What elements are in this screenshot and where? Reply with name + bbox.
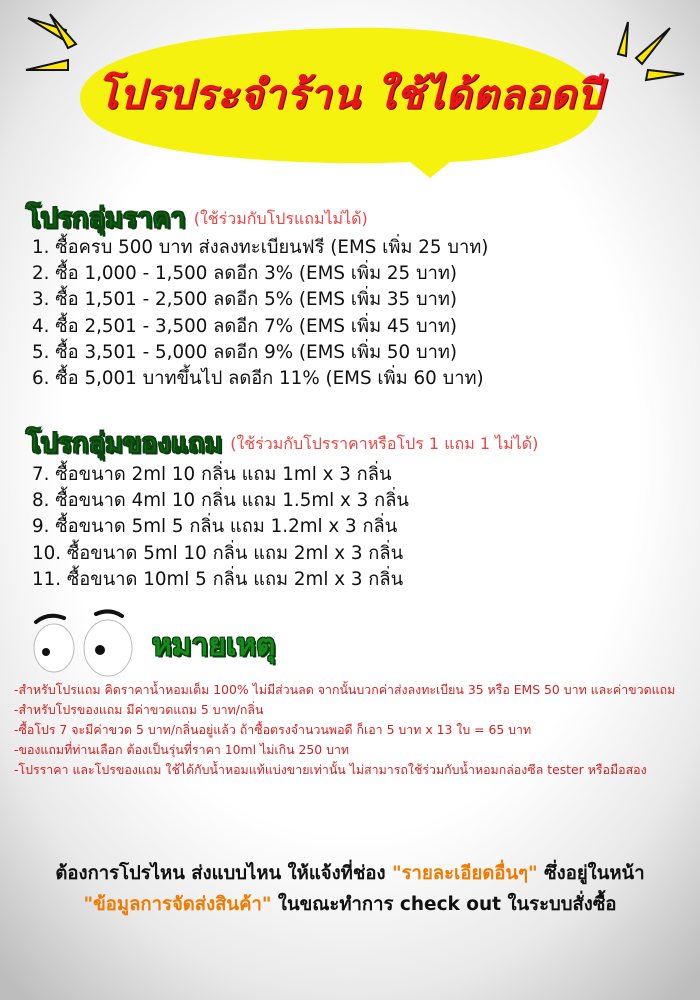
remark-item: -ซื้อโปร 7 จะมีค่าขวด 5 บาท/กลิ่นอยู่แล้ว ถ้าซื้อตรงจำนวนพอดี ก็เอา 5 บาท x 13 ใบ = 65 บาท bbox=[14, 722, 532, 737]
remark-item: -สำหรับโปรแถม คิดราคาน้ำหอมเต็ม 100% ไม่มีส่วนลด จากนั้นบวกค่าส่งลงทะเบียน 35 หรือ EMS 50 บาท และค่าขวดแถม bbox=[14, 682, 676, 697]
list-item: 3. ซื้อ 1,501 - 2,500 ลดอีก 5% (EMS เพิ่ม 35 บาท) bbox=[32, 289, 458, 311]
footer-line-2-end: ในขณะทำการ check out ในระบบสั่งซื้อ bbox=[271, 894, 617, 915]
gift-heading-note: (ใช้ร่วมกับโปรราคาหรือโปร 1 แถม 1 ไม่ได้) bbox=[230, 434, 539, 453]
footer-line-2 bbox=[20, 889, 680, 920]
remark-item: -สำหรับโปรของแถม มีค่าขวดแถม 5 บาท/กลิ่น bbox=[14, 702, 264, 717]
list-item: 8. ซื้อขนาด 4ml 10 กลิ่น แถม 1.5ml x 3 กลิ่น bbox=[32, 490, 409, 512]
gift-promo-list bbox=[32, 462, 409, 593]
list-item: 5. ซื้อ 3,501 - 5,000 ลดอีก 9% (EMS เพิ่ม 50 บาท) bbox=[32, 341, 458, 363]
cartoon-eyes-icon bbox=[30, 608, 140, 678]
list-item: 7. ซื้อขนาด 2ml 10 กลิ่น แถม 1ml x 3 กลิ่น bbox=[32, 464, 392, 485]
remarks-heading: หมายเหตุ bbox=[152, 628, 276, 663]
list-item: 4. ซื้อ 2,501 - 3,500 ลดอีก 7% (EMS เพิ่ม 45 บาท) bbox=[32, 315, 458, 337]
price-heading-text: โปรกลุ่มราคา bbox=[26, 203, 186, 234]
footer-highlight-2: "ข้อมูลการจัดส่งสินค้า" bbox=[83, 894, 272, 915]
poster-title: โปรประจำร้าน ใช้ได้ตลอดปี bbox=[96, 71, 604, 118]
list-item: 2. ซื้อ 1,000 - 1,500 ลดอีก 3% (EMS เพิ่ม 25 บาท) bbox=[32, 263, 458, 285]
list-item: 10. ซื้อขนาด 5ml 10 กลิ่น แถม 2ml x 3 กลิ่น bbox=[32, 542, 404, 564]
remark-item: -ของแถมที่ท่านเลือก ต้องเป็นรุ่นที่ราคา 10ml ไม่เกิน 250 บาท bbox=[14, 742, 350, 757]
price-section-heading bbox=[26, 196, 368, 239]
footer-line-1-start: ต้องการโปรไหน ส่งแบบไหน ให้แจ้งที่ช่อง bbox=[55, 863, 392, 884]
gift-section-heading bbox=[26, 421, 538, 464]
footer-line-1-end: ซึ่งอยู่ในหน้า bbox=[537, 863, 645, 884]
list-item: 1. ซื้อครบ 500 บาท ส่งลงทะเบียนฟรี (EMS เพิ่ม 25 บาท) bbox=[32, 237, 489, 258]
footer-instructions bbox=[20, 858, 680, 920]
footer-highlight-1: "รายละเอียดอื่นๆ" bbox=[391, 863, 538, 884]
footer-line-1 bbox=[20, 858, 680, 889]
list-item: 11. ซื้อขนาด 10ml 5 กลิ่น แถม 2ml x 3 กลิ่น bbox=[32, 568, 404, 590]
remarks-list bbox=[14, 680, 686, 780]
price-promo-list bbox=[32, 235, 488, 392]
remark-item: -โปรราคา และโปรของแถม ใช้ได้กับน้ำหอมแท้แบ่งขายเท่านั้น ไม่สามารถใช้ร่วมกับน้ำหอมกล่องซีล tester หรือมือสอง bbox=[14, 762, 647, 777]
gift-heading-text: โปรกลุ่มของแถม bbox=[26, 428, 223, 459]
list-item: 6. ซื้อ 5,001 บาทขึ้นไป ลดอีก 11% (EMS เพิ่ม 60 บาท) bbox=[32, 367, 484, 389]
list-item: 9. ซื้อขนาด 5ml 5 กลิ่น แถม 1.2ml x 3 กลิ่น bbox=[32, 516, 398, 538]
price-heading-note: (ใช้ร่วมกับโปรแถมไม่ได้) bbox=[193, 209, 368, 228]
